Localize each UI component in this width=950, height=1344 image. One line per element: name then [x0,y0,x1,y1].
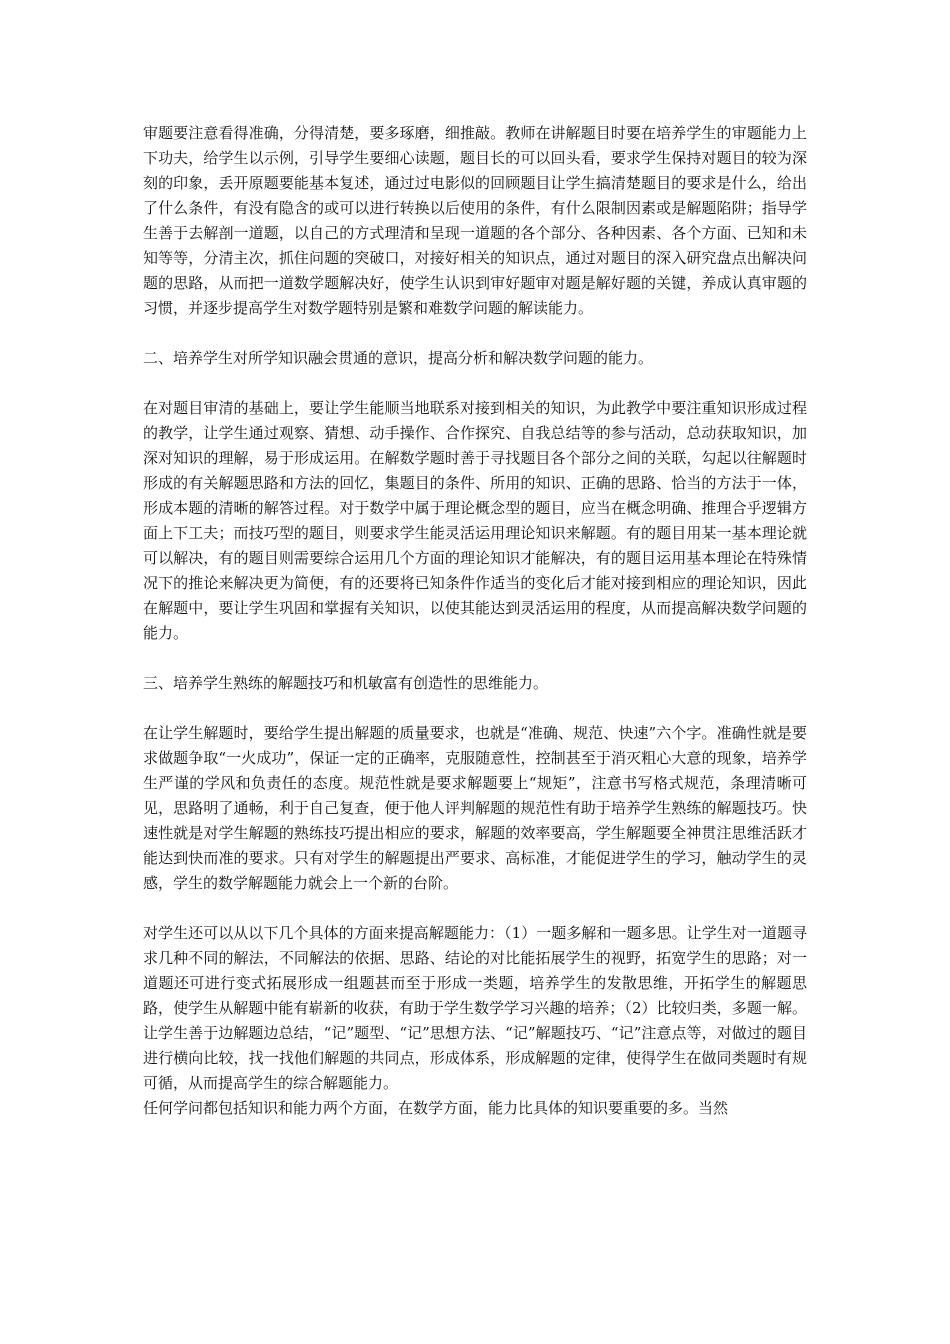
paragraph-knowledge-and-ability: 任何学问都包括知识和能力两个方面，在数学方面，能力比具体的知识要重要的多。当然 [143,1099,729,1117]
section-heading-three: 三、培养学生熟练的解题技巧和机敏富有创造性的思维能力。 [143,674,549,692]
paragraph-review-questions: 审题要注意看得准确，分得清楚，要多琢磨，细推敲。教师在讲解题目时要在培养学生的审题能力上下功夫，给学生以示例，引导学生要细心读题，题目长的可以回头看，要求学生保持对题目的较为深刻的印象，丢开原题要能基本复述，通过过电影似的回顾题目让学生搞清楚题目的要求是什么，给出了什么条件，有没有隐含的或可以进行转换以后使用的条件，有什么限制因素或是解题陷阱；指导学生善于去解剖一道题，以自己的方式理清和呈现一道题的各个部分、各种因素、各个方面、已知和未知等等，分清主次，抓住问题的突破口，对接好相关的知识点，通过对题目的深入研究盘点出解决问题的思路，从而把一道数学题解决好，使学生认识到审好题审对题是解好题的关键，养成认真审题的习惯，并逐步提高学生对数学题特别是繁和难数学问题的解读能力。 [143,124,807,317]
paragraph-solving-requirements: 在让学生解题时，要给学生提出解题的质量要求，也就是“准确、规范、快速”六个字。准确性就是要求做题争取“一火成功”，保证一定的正确率，克服随意性，控制甚至于消灭粗心大意的现象，培养学生严谨的学风和负责任的态度。规范性就是要求解题要上“规矩”，注意书写格式规范，条理清晰可见，思路明了通畅，利于自己复查，便于他人评判解题的规范性有助于培养学生熟练的解题技巧。快速性就是对学生解题的熟练技巧提出相应的要求，解题的效率要高，学生解题要全神贯注思维活跃才能达到快而准的要求。只有对学生的解题提出严要求、高标准，才能促进学生的学习，触动学生的灵感，学生的数学解题能力就会上一个新的台阶。 [143,724,807,892]
document-body [143,121,807,1121]
paragraph-specific-methods: 对学生还可以从以下几个具体的方面来提高解题能力：（1）一题多解和一题多思。让学生对一道题寻求几种不同的解法，不同解法的依据、思路、结论的对比能拓展学生的视野，拓宽学生的思路；对一道题还可进行变式拓展形成一组题甚而至于形成一类题，培养学生的发散思维，开拓学生的解题思路，使学生从解题中能有崭新的收获，有助于学生数学学习兴趣的培养；（2）比较归类，多题一解。让学生善于边解题边总结，“记”题型、“记”思想方法、“记”解题技巧、“记”注意点等，对做过的题目进行横向比较，找一找他们解题的共同点，形成体系，形成解题的定律，使得学生在做同类题时有规可循，从而提高学生的综合解题能力。 [143,924,807,1092]
paragraph-knowledge-integration: 在对题目审清的基础上，要让学生能顺当地联系对接到相关的知识，为此教学中要注重知识形成过程的教学，让学生通过观察、猜想、动手操作、合作探究、自我总结等的参与活动，总动获取知识，加深对知识的理解，易于形成运用。在解数学题时善于寻找题目各个部分之间的关联，勾起以往解题时形成的有关解题思路和方法的回忆，集题目的条件、所用的知识、正确的思路、恰当的方法于一体，形成本题的清晰的解答过程。对于数学中属于理论概念型的题目，应当在概念明确、推理合乎逻辑方面上下工夫；而技巧型的题目，则要求学生能灵活运用理论知识来解题。有的题目用某一基本理论就可以解决，有的题目则需要综合运用几个方面的理论知识才能解决，有的题目运用基本理论在特殊情况下的推论来解决更为简便，有的还要将已知条件作适当的变化后才能对接到相应的理论知识，因此在解题中，要让学生巩固和掌握有关知识，以使其能达到灵活运用的程度，从而提高解决数学问题的能力。 [143,399,807,642]
section-heading-two: 二、培养学生对所学知识融会贯通的意识，提高分析和解决数学问题的能力。 [143,349,654,367]
